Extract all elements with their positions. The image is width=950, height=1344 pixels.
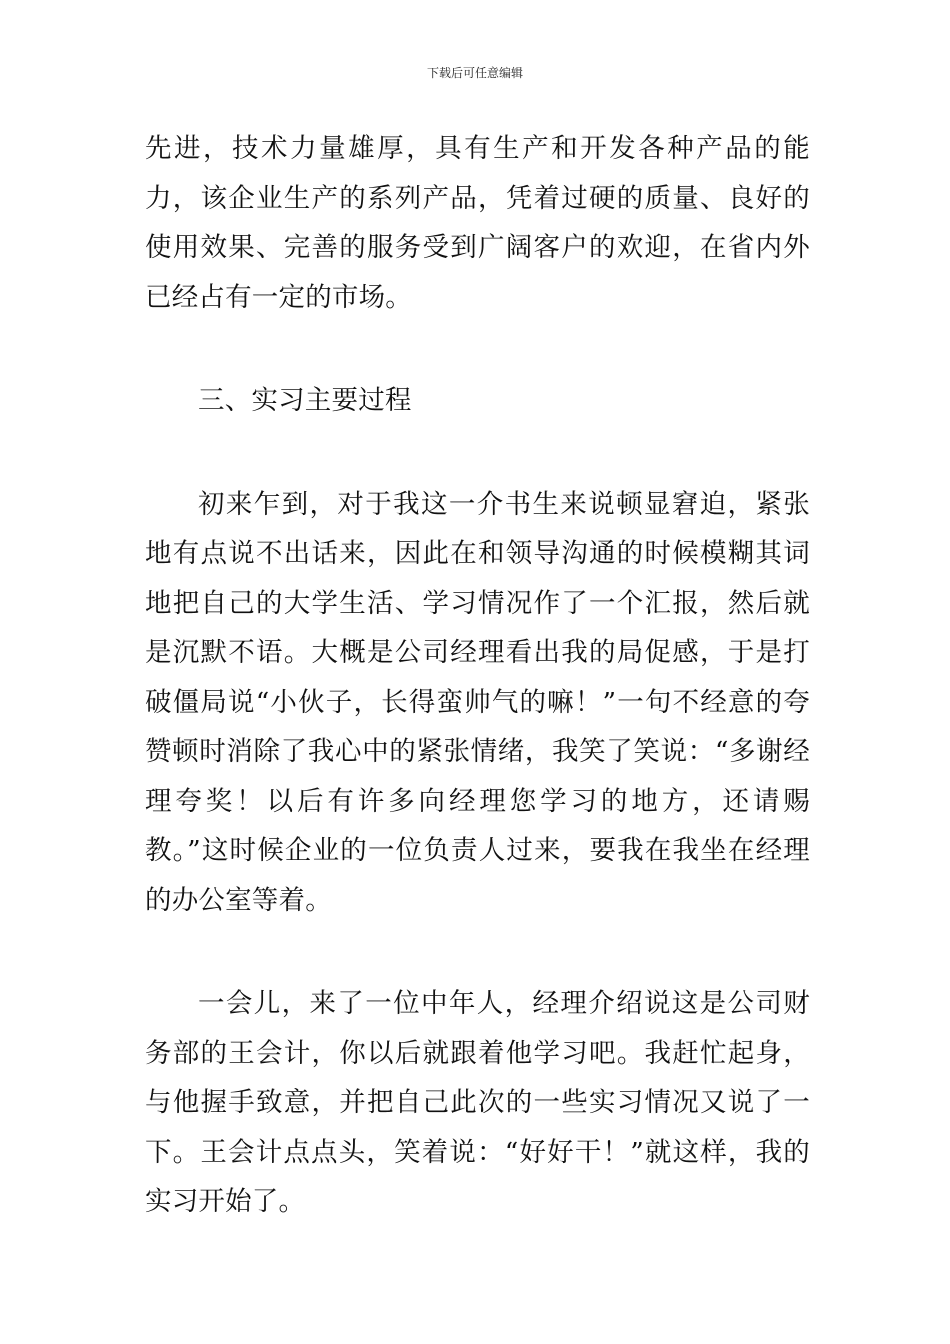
section-heading: 三、实习主要过程 xyxy=(198,385,412,416)
document-body xyxy=(145,124,810,1227)
page-header: 下载后可任意编辑 xyxy=(426,66,523,80)
paragraph-first-day: 初来乍到，对于我这一介书生来说顿显窘迫，紧张地有点说不出话来，因此在和领导沟通的时候模糊其词地把自己的大学生活、学习情况作了一个汇报，然后就是沉默不语。大概是公司经理看出我的局促感，于是打破僵局说“小伙子，长得蛮帅气的嘛！”一句不经意的夸赞顿时消除了我心中的紧张情绪，我笑了笑说：“多谢经理夸奖！以后有许多向经理您学习的地方，还请赐教。”这时候企业的一位负责人过来，要我在我坐在经理的办公室等着。 xyxy=(145,488,810,916)
paragraph-meeting-accountant: 一会儿，来了一位中年人，经理介绍说这是公司财务部的王会计，你以后就跟着他学习吧。我赶忙起身，与他握手致意，并把自己此次的一些实习情况又说了一下。王会计点点头，笑着说：“好好干！”就这样，我的实习开始了。 xyxy=(145,988,810,1217)
paragraph-company-intro: 先进，技术力量雄厚，具有生产和开发各种产品的能力，该企业生产的系列产品，凭着过硬的质量、良好的使用效果、完善的服务受到广阔客户的欢迎，在省内外已经占有一定的市场。 xyxy=(145,133,810,313)
